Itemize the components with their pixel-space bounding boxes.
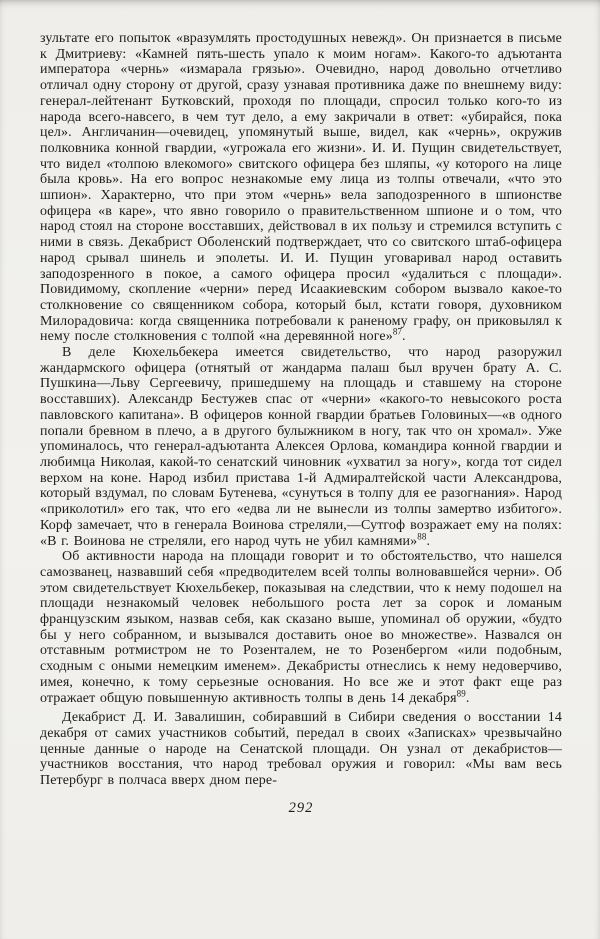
paragraph-3: [40, 549, 562, 706]
paragraph-2: [40, 345, 562, 549]
paragraph-1-after: .: [402, 329, 406, 345]
footnote-ref-87: 87: [392, 326, 403, 337]
paragraph-1: [40, 31, 562, 345]
paragraph-1-text: зультате его попыток «вразумлять простодушных невежд». Он признается в письме к Дмитриеву: «Камней пять-шесть упало к моим ногам». Какого-то адъютанта императора «чернь» «измарала грязью». Очевидно, народ довольно отчетливо отличал одну сторону от другой, сразу узнавая противника даже по внешнему виду: генерал-лейтенант Бутковский, проходя по площади, спросил только кого-то из народа всего-навсего, в чем тут дело, а ему закричали в ответ: «убирайся, пока цел». Англичанин—очевидец, упомянутый выше, видел, как «чернь», окружив полковника конной гвардии, «угрожала его жизни». И. И. Пущин свидетельствует, что видел «толпою влекомого» свитского офицера без шляпы, «у которого на лице была кровь». На его вопрос незнакомые ему лица из толпы отвечали, «что это шпион». Характерно, что при этом «чернь» вела заподозренного в шпионстве офицера «в каре», что явно говорило о правительственном шпионе и о том, что народ стоял на стороне восставших, действовал в их пользу и стремился вступить с ними в связь. Декабрист Оболенский подтверждает, что со свитского штаб-офицера народ срывал шинель и эполеты. И. И. Пущин уговаривал народ оставить заподозренного в покое, а самого офицера просил «удалиться с площади». Повидимому, скопление «черни» перед Исаакиевским собором вызвало какое-то столкновение со священником собора, который был, кстати говоря, духовником Милорадовича: когда священника потребовали к раненому графу, он приковылял к нему после столкновения с толпой «на деревянной ноге»: [40, 31, 562, 345]
paragraph-3-after: .: [465, 690, 470, 706]
paragraph-2-after: .: [426, 533, 431, 549]
footnote-ref-89: 89: [456, 687, 466, 698]
paragraph-4: [40, 710, 562, 789]
footnote-ref-88: 88: [417, 530, 427, 541]
paragraph-3-text: Об активности народа на площади говорит и то обстоятельство, что нашелся самозванец, назвавший себя «предводителем всей толпы волновавшейся черни». Об этом свидетельствует Кюхельбекер, показывая на следствии, что к нему подошел на площади незнакомый человек небольшого роста лет за сорок и ломаным французским языком, назвав себя, как сказано выше, упоминал об оружии, «будто бы у него собранном, и вызывался доставить оное во множестве». Назвался он отставным ротмистром не то Розенталем, не то Розенбергом «или подобным, сходным с оными немецким именем». Декабристы отнеслись к нему недоверчиво, имея, конечно, к тому серьезные основания. Но все же и этот факт еще раз отражает общую повышенную активность толпы в день 14 декабря: [40, 549, 562, 706]
page-number: 292: [288, 799, 314, 816]
page-text: [40, 31, 562, 789]
paragraph-2-text: В деле Кюхельбекера имеется свидетельство, что народ разоружил жандармского офицера (отнятый от жандарма палаш был вручен брату А. С. Пушкина—Льву Сергеевичу, пришедшему на площадь и ставшему на стороне восставших). Александр Бестужев спас от «черни» «какого-то невысокого роста павловского капитана». В офицеров конной гвардии братьев Головиных—«в одного попали бревном в плечо, а в другого булыжником в ногу, так что он хромал». Уже упоминалось, что генерал-адъютанта Алексея Орлова, командира конной гвардии и любимца Николая, какой-то сенатский чиновник «ухватил за ногу», когда тот сидел верхом на коне. Народ избил пристава 1-й Адмиралтейской части Александрова, который вздумал, по словам Бутенева, «сунуться в толпу для ее разогнания». Народ «приколотил» его так, что его «едва ли не вынесли из толпы замертво избитого». Корф замечает, что в генерала Воинова стреляли,—Сутгоф возражает ему на полях: «В г. Воинова не стреляли, его народ чуть не убил камнями»: [40, 345, 562, 549]
paragraph-4-text: Декабрист Д. И. Завалишин, собиравший в Сибири сведения о восстании 14 декабря от самих участников событий, передал в своих «Записках» чрезвычайно ценные данные о народе на Сенатской площади. Он узнал от декабристов—участников восстания, что народ требовал оружия и говорил: «Мы вам весь Петербург в полчаса вверх дном пере-: [40, 710, 562, 789]
